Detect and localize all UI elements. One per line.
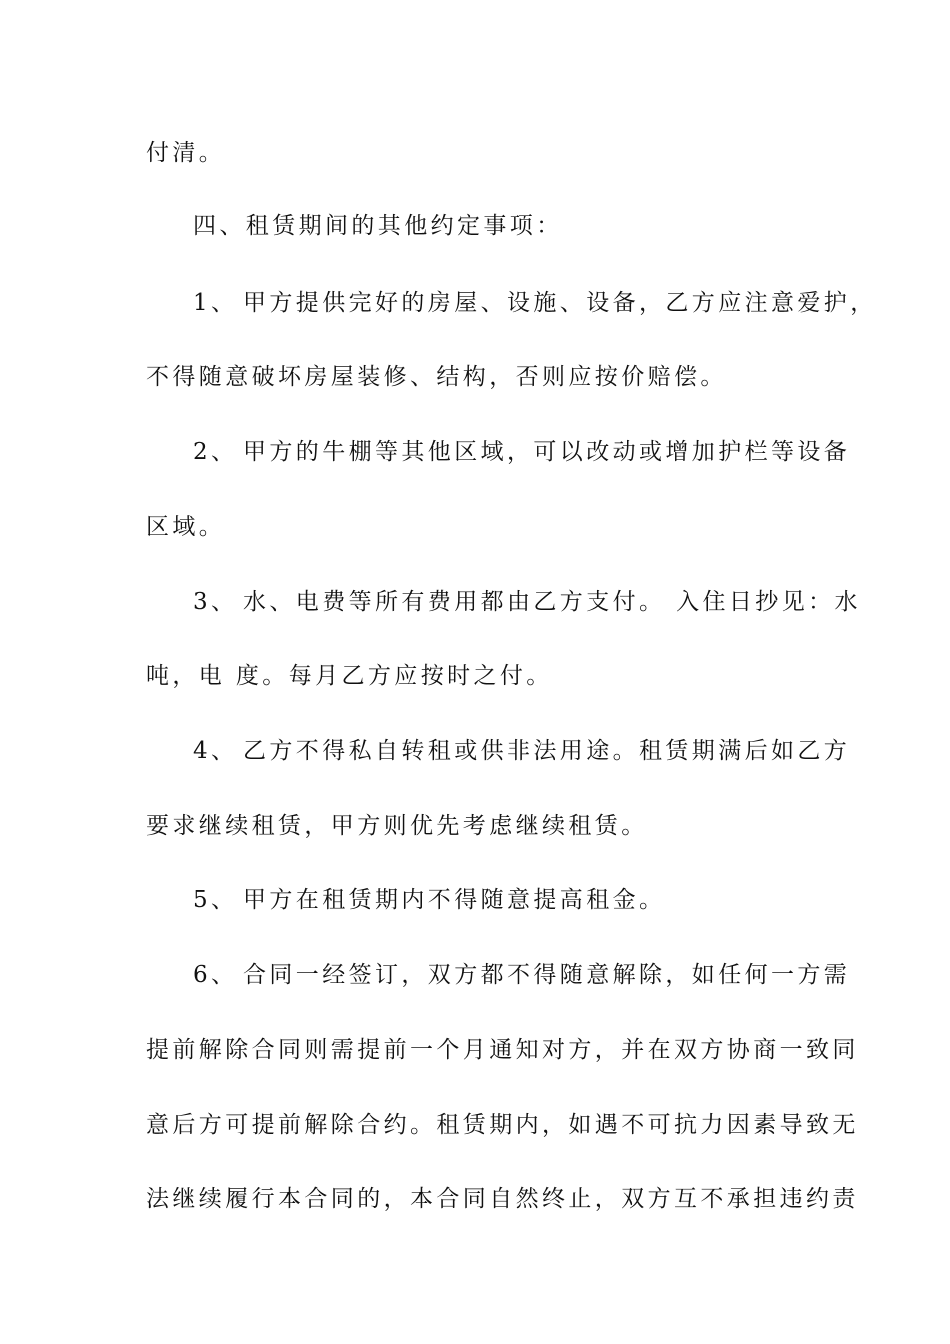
clause-6-continuation [146,1110,859,1140]
line-text: 甲方在租赁期内不得随意提高租金。 [243,887,666,913]
clause-6-continuation [146,1035,859,1065]
clause-number: 2、 [193,439,238,465]
line-text: 区域。 [146,514,226,540]
clause-4-line [193,736,853,766]
line-text: 吨，电 度。每月乙方应按时之付。 [146,663,553,689]
section-heading [193,211,853,241]
line-text: 法继续履行本合同的，本合同自然终止，双方互不承担违约责 [146,1186,859,1212]
clause-3-continuation [146,661,806,691]
line-text: 付清。 [146,140,226,166]
clause-2-continuation [146,512,806,542]
line-text: 提前解除合同则需提前一个月通知对方，并在双方协商一致同 [146,1037,859,1063]
clause-6-continuation [146,1184,859,1214]
clause-5-line [193,885,853,915]
clause-number: 5、 [193,887,238,913]
clause-2-line [193,437,853,467]
line-text: 乙方不得私自转租或供非法用途。租赁期满后如乙方 [243,738,851,764]
line-text: 合同一经签订，双方都不得随意解除，如任何一方需 [243,962,851,988]
line-text: 水、电费等所有费用都由乙方支付。 入住日抄见：水 [243,589,861,615]
clause-1-line [193,288,877,318]
paragraph-line [146,138,806,168]
clause-number: 6、 [193,962,238,988]
clause-3-line [193,587,861,617]
clause-4-continuation [146,811,806,841]
clause-number: 4、 [193,738,238,764]
clause-number: 3、 [193,589,238,615]
clause-1-continuation [146,362,806,392]
line-text: 不得随意破坏房屋装修、结构，否则应按价赔偿。 [146,364,727,390]
line-text: 要求继续租赁，甲方则优先考虑继续租赁。 [146,813,648,839]
clause-6-line [193,960,853,990]
clause-number: 1、 [193,290,238,316]
line-text: 甲方的牛棚等其他区域，可以改动或增加护栏等设备 [243,439,851,465]
line-text: 意后方可提前解除合约。租赁期内，如遇不可抗力因素导致无 [146,1112,859,1138]
line-text: 四、租赁期间的其他约定事项： [193,213,563,239]
line-text: 甲方提供完好的房屋、设施、设备，乙方应注意爱护， [243,290,877,316]
